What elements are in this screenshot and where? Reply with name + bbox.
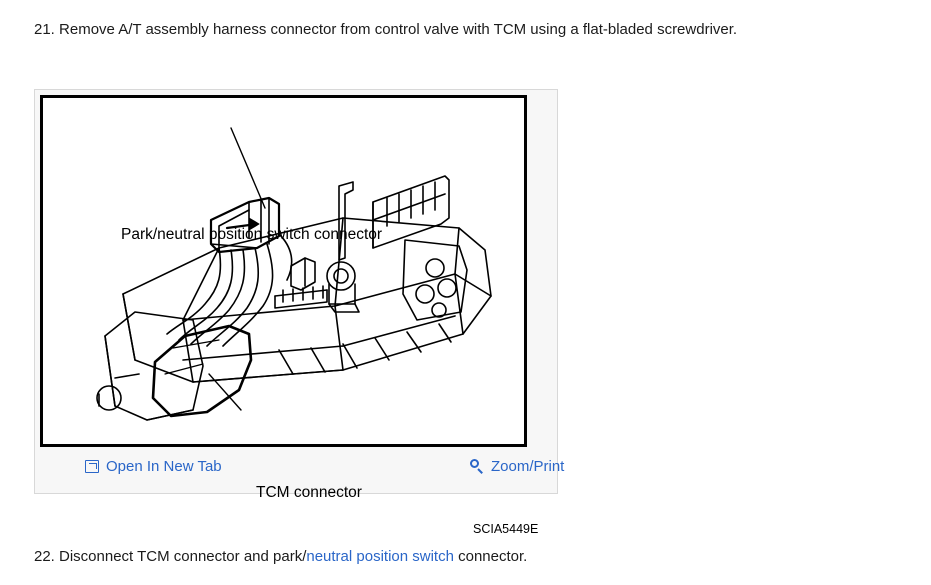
open-in-new-tab-icon xyxy=(85,460,99,473)
figure-code: SCIA5449E xyxy=(473,522,539,536)
technical-illustration xyxy=(43,98,524,444)
step-22-text-after: connector. xyxy=(453,548,528,565)
instruction-step-22 xyxy=(34,547,527,567)
neutral-position-switch-link[interactable]: neutral position switch xyxy=(306,548,454,565)
figure-caption-tcm-connector: TCM connector xyxy=(256,484,362,501)
figure-caption-switch-connector: Park/neutral position switch connector xyxy=(121,226,383,243)
step-21-text: 21. Remove A/T assembly harness connector from control valve with TCM using a flat-bladed screwdriver. xyxy=(34,21,738,38)
magnifier-icon xyxy=(470,459,485,474)
open-in-new-tab-button[interactable] xyxy=(85,458,222,475)
step-22-text-before: 22. Disconnect TCM connector and park/ xyxy=(34,548,307,565)
figure-panel xyxy=(34,89,565,536)
zoom-print-button[interactable] xyxy=(470,458,564,475)
zoom-print-label[interactable]: Zoom/Print xyxy=(491,458,565,475)
figure-toolbar xyxy=(40,452,565,488)
open-in-new-tab-label[interactable]: Open In New Tab xyxy=(106,458,222,475)
instruction-step-21 xyxy=(34,20,737,40)
